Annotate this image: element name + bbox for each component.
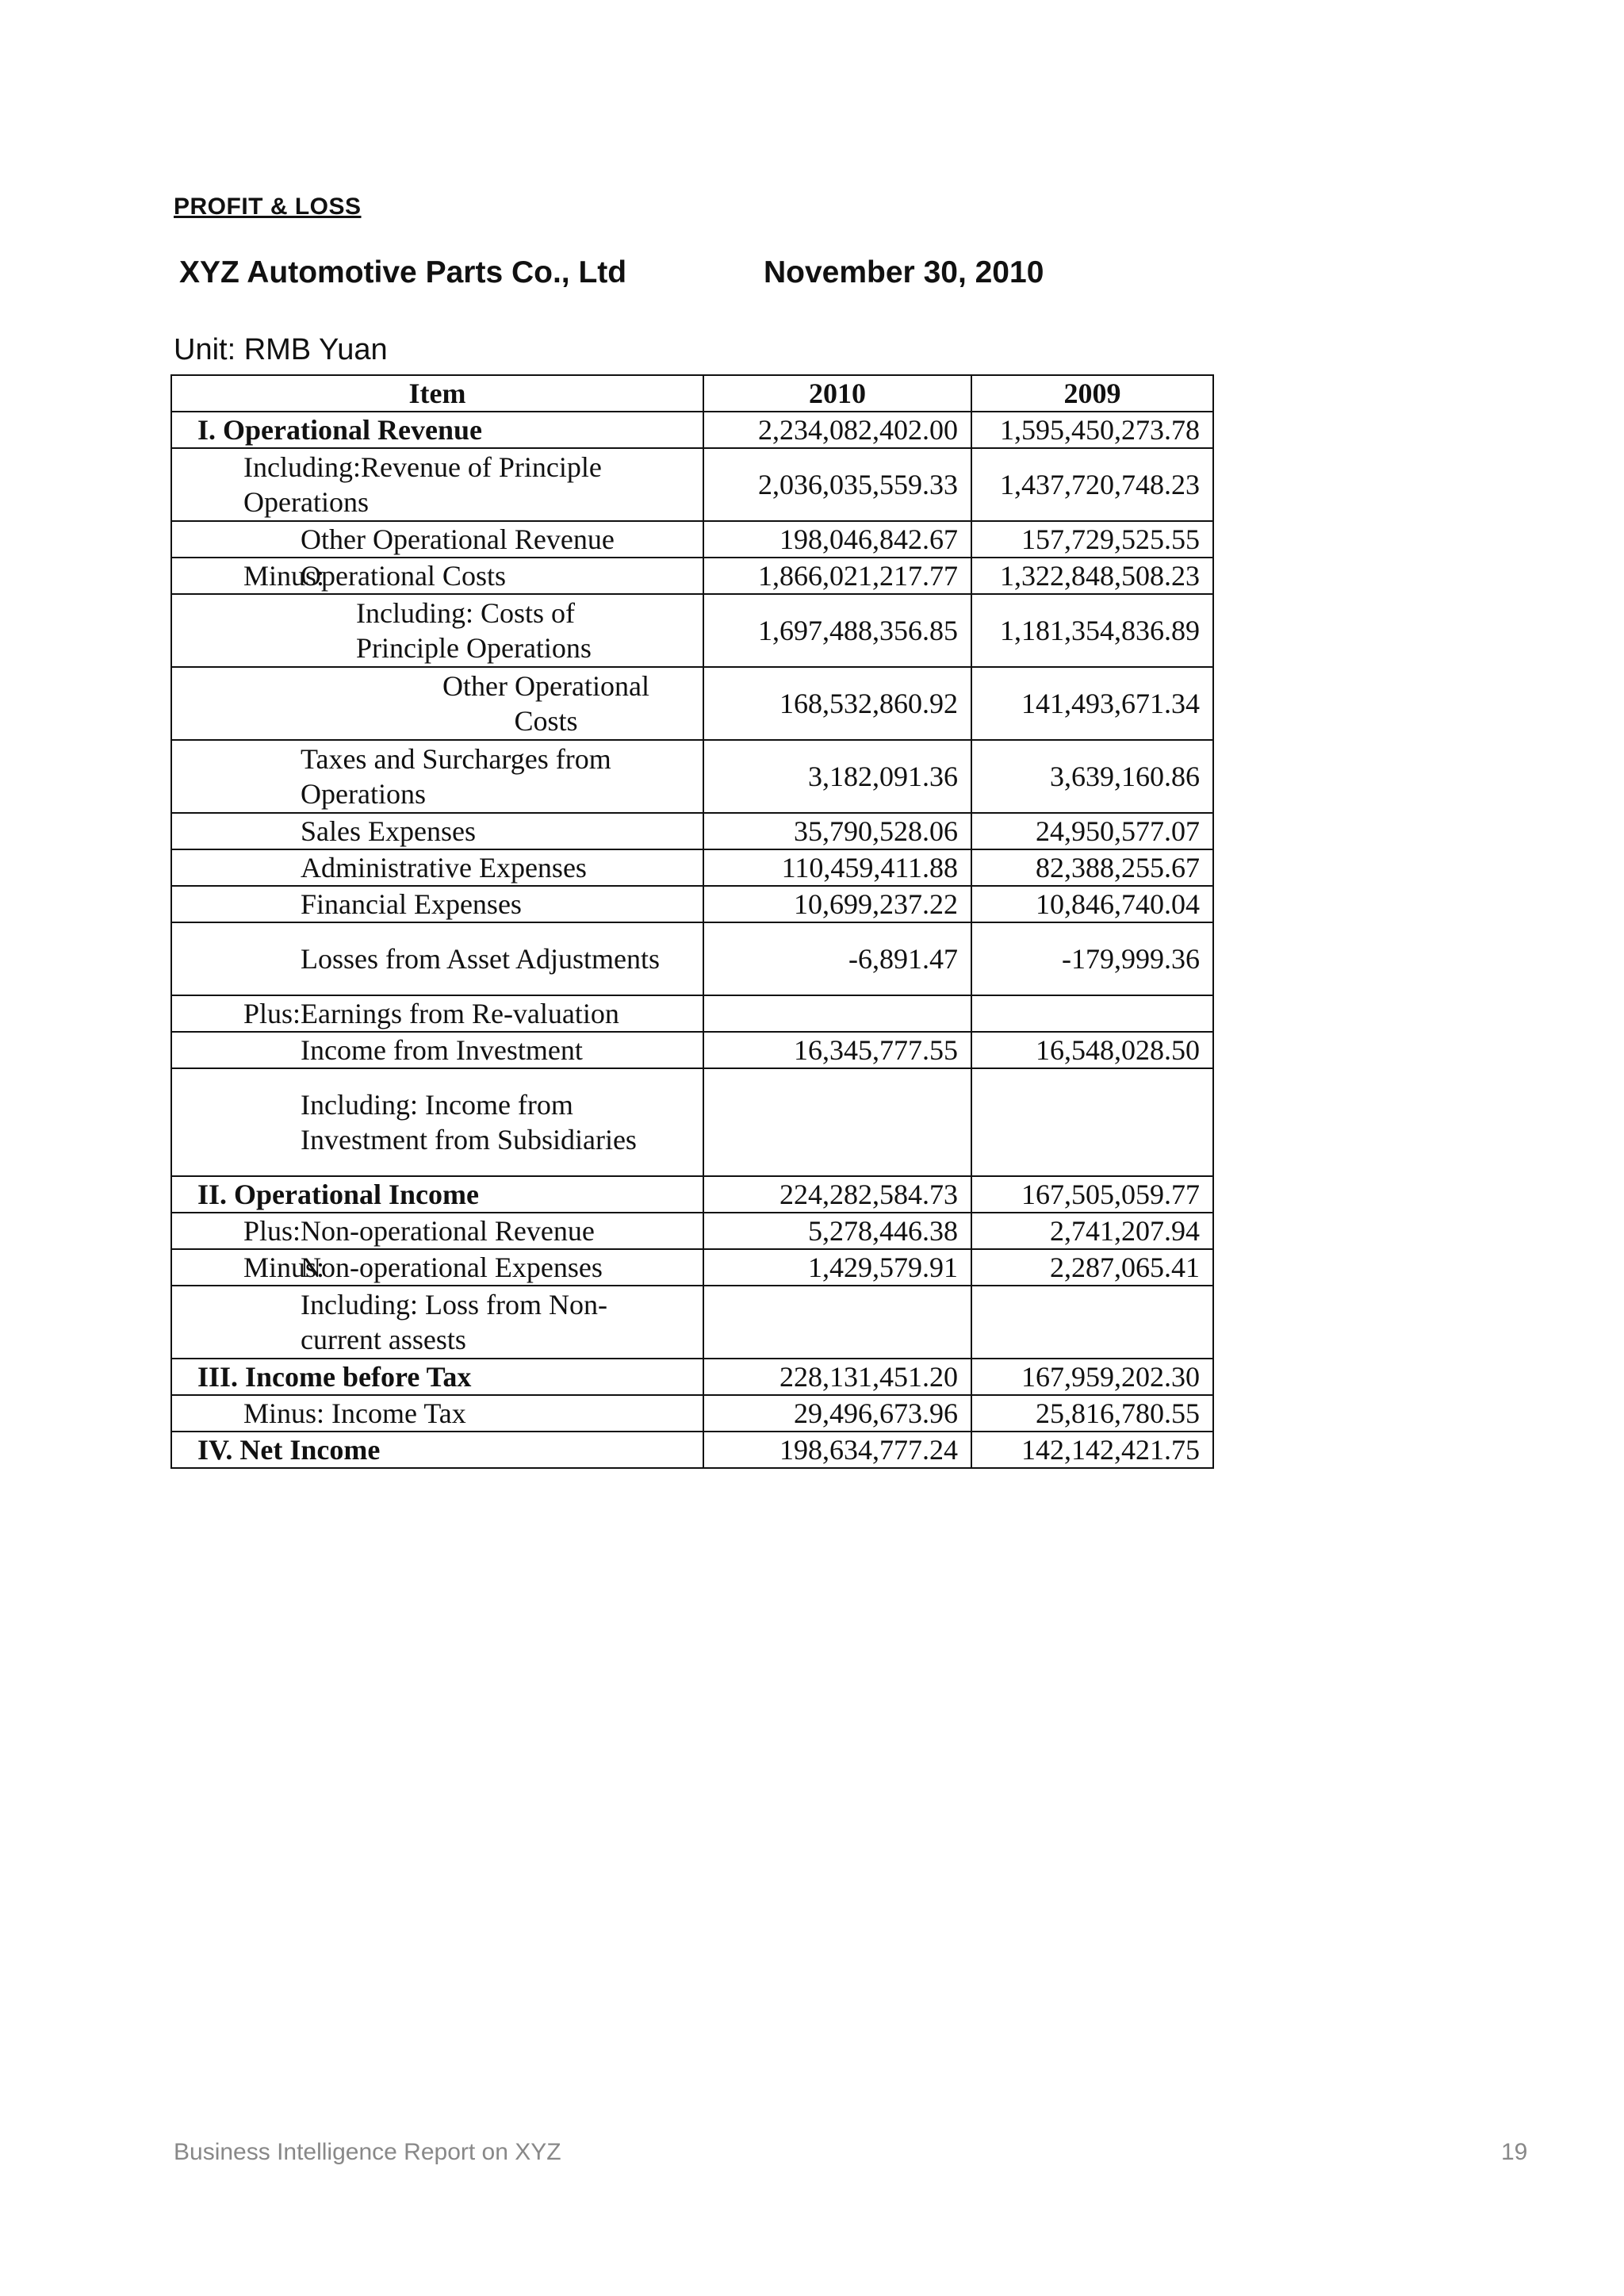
table-row (171, 886, 1213, 922)
row-label: Financial Expenses (301, 888, 522, 920)
value-2010: 1,697,488,356.85 (703, 594, 971, 667)
item-cell (171, 521, 703, 558)
table-row (171, 1359, 1213, 1395)
value-2010: 5,278,446.38 (703, 1213, 971, 1249)
table-row (171, 1213, 1213, 1249)
value-2010 (703, 995, 971, 1032)
value-2009 (971, 995, 1213, 1032)
row-label: Including:Revenue of Principle Operations (243, 451, 602, 518)
item-cell (171, 1432, 703, 1468)
item-cell (171, 1395, 703, 1432)
item-cell (171, 1176, 703, 1213)
item-cell (171, 1249, 703, 1286)
company-name: XYZ Automotive Parts Co., Ltd (179, 255, 627, 289)
item-cell (171, 448, 703, 521)
value-2010: 198,046,842.67 (703, 521, 971, 558)
value-2010 (703, 1068, 971, 1176)
table-row (171, 1068, 1213, 1176)
table-row (171, 1432, 1213, 1468)
value-2009: 16,548,028.50 (971, 1032, 1213, 1068)
table-row (171, 1249, 1213, 1286)
table-row (171, 740, 1213, 813)
table-header-row (171, 375, 1213, 412)
value-2009: 1,181,354,836.89 (971, 594, 1213, 667)
value-2010: 198,634,777.24 (703, 1432, 971, 1468)
value-2010: 2,234,082,402.00 (703, 412, 971, 448)
row-label: Minus: Income Tax (243, 1397, 466, 1429)
row-label: Including: Income from Investment from Subsidiaries (301, 1089, 637, 1156)
value-2009: 167,505,059.77 (971, 1176, 1213, 1213)
table-row (171, 521, 1213, 558)
item-cell (171, 740, 703, 813)
table-row (171, 1032, 1213, 1068)
row-prefix: Minus: (243, 560, 325, 592)
value-2010: 224,282,584.73 (703, 1176, 971, 1213)
column-header-item: Item (171, 375, 703, 412)
row-prefix: Plus: (243, 1215, 301, 1247)
value-2010: 10,699,237.22 (703, 886, 971, 922)
item-cell (171, 813, 703, 849)
value-2009: 2,287,065.41 (971, 1249, 1213, 1286)
table-row (171, 1286, 1213, 1359)
item-cell (171, 1359, 703, 1395)
value-2010: 110,459,411.88 (703, 849, 971, 886)
table-row (171, 1395, 1213, 1432)
value-2009: 10,846,740.04 (971, 886, 1213, 922)
table-row (171, 995, 1213, 1032)
column-header-2009: 2009 (971, 375, 1213, 412)
row-prefix: Plus: (243, 998, 301, 1029)
item-cell (171, 1068, 703, 1176)
value-2010: 2,036,035,559.33 (703, 448, 971, 521)
table-row (171, 813, 1213, 849)
row-label: Income from Investment (301, 1034, 583, 1066)
table-row (171, 448, 1213, 521)
report-date: November 30, 2010 (764, 255, 1044, 289)
row-label: III. Income before Tax (197, 1361, 472, 1393)
page-number: 19 (1501, 2139, 1528, 2165)
table-row (171, 849, 1213, 886)
profit-loss-table (170, 374, 1214, 1469)
item-cell (171, 667, 703, 740)
value-2009: 1,437,720,748.23 (971, 448, 1213, 521)
value-2009: 24,950,577.07 (971, 813, 1213, 849)
row-label: Including: Costs of Principle Operations (356, 597, 592, 664)
value-2009: 142,142,421.75 (971, 1432, 1213, 1468)
row-label: Other Operational Costs (442, 670, 649, 737)
row-label: Losses from Asset Adjustments (301, 943, 661, 975)
row-label: II. Operational Income (197, 1179, 479, 1210)
item-cell (171, 594, 703, 667)
table-row (171, 1176, 1213, 1213)
value-2010: 1,429,579.91 (703, 1249, 971, 1286)
value-2010: 168,532,860.92 (703, 667, 971, 740)
value-2009 (971, 1286, 1213, 1359)
value-2009: 82,388,255.67 (971, 849, 1213, 886)
row-prefix: Minus: (243, 1251, 325, 1283)
table-row (171, 594, 1213, 667)
row-label: IV. Net Income (197, 1434, 381, 1466)
value-2009: 141,493,671.34 (971, 667, 1213, 740)
footer-title: Business Intelligence Report on XYZ (174, 2139, 561, 2165)
column-header-2010: 2010 (703, 375, 971, 412)
row-label: Taxes and Surcharges from Operations (301, 743, 611, 810)
value-2010 (703, 1286, 971, 1359)
row-label: Other Operational Revenue (301, 523, 615, 555)
item-cell (171, 1032, 703, 1068)
item-cell (171, 412, 703, 448)
row-label: Non-operational Expenses (301, 1251, 603, 1283)
row-label: Including: Loss from Non-current assests (301, 1289, 607, 1355)
table-row (171, 412, 1213, 448)
row-label: Earnings from Re-valuation (301, 998, 619, 1029)
value-2009: 1,595,450,273.78 (971, 412, 1213, 448)
value-2010: 1,866,021,217.77 (703, 558, 971, 594)
row-label: Administrative Expenses (301, 852, 587, 884)
value-2009: 3,639,160.86 (971, 740, 1213, 813)
value-2009: 167,959,202.30 (971, 1359, 1213, 1395)
item-cell (171, 922, 703, 995)
row-label: I. Operational Revenue (197, 414, 482, 446)
row-label: Sales Expenses (301, 815, 476, 847)
page-heading: PROFIT & LOSS (174, 194, 362, 220)
item-cell (171, 995, 703, 1032)
table-row (171, 667, 1213, 740)
table-row (171, 922, 1213, 995)
row-label: Non-operational Revenue (301, 1215, 595, 1247)
row-label: Operational Costs (301, 560, 506, 592)
value-2009: 1,322,848,508.23 (971, 558, 1213, 594)
table-body (171, 412, 1213, 1468)
table-row (171, 558, 1213, 594)
value-2009: 157,729,525.55 (971, 521, 1213, 558)
item-cell (171, 558, 703, 594)
value-2010: -6,891.47 (703, 922, 971, 995)
item-cell (171, 1213, 703, 1249)
value-2010: 16,345,777.55 (703, 1032, 971, 1068)
value-2009: -179,999.36 (971, 922, 1213, 995)
value-2009 (971, 1068, 1213, 1176)
value-2010: 228,131,451.20 (703, 1359, 971, 1395)
value-2010: 35,790,528.06 (703, 813, 971, 849)
item-cell (171, 849, 703, 886)
value-2010: 29,496,673.96 (703, 1395, 971, 1432)
item-cell (171, 1286, 703, 1359)
item-cell (171, 886, 703, 922)
unit-label: Unit: RMB Yuan (174, 333, 388, 366)
value-2009: 2,741,207.94 (971, 1213, 1213, 1249)
value-2009: 25,816,780.55 (971, 1395, 1213, 1432)
value-2010: 3,182,091.36 (703, 740, 971, 813)
